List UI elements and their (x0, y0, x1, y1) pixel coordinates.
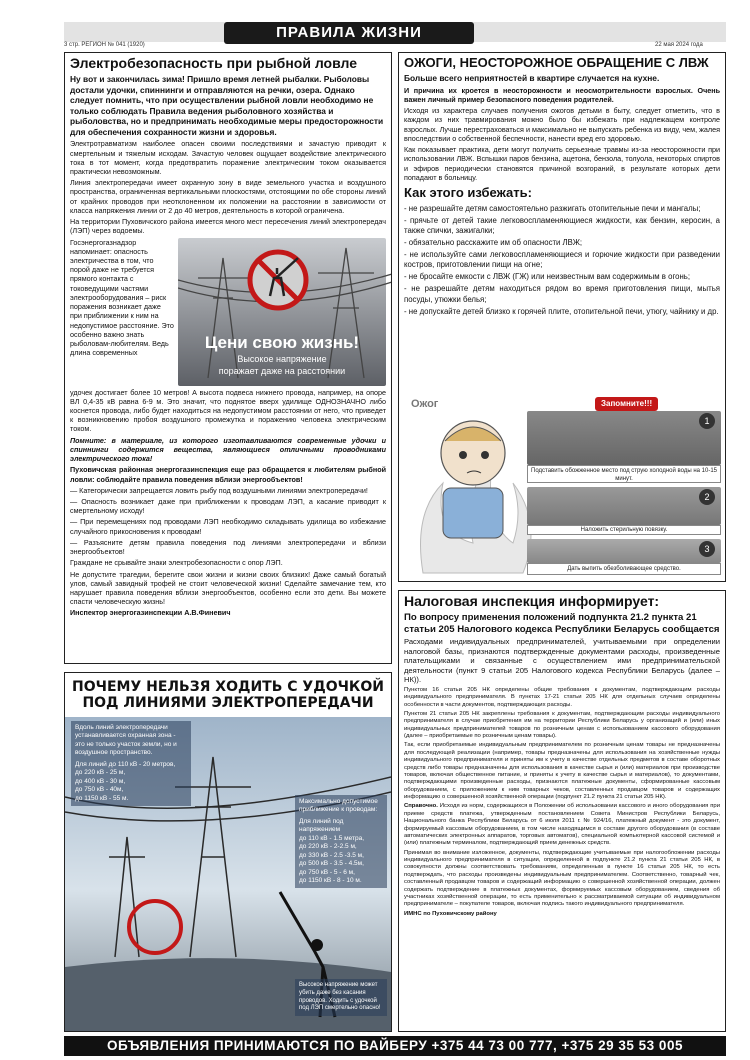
paragraph: — Категорически запрещается ловить рыбу под воздушными линиями электропередачи! (70, 485, 368, 495)
poster-value-life (178, 238, 386, 386)
list-item: - не разрешайте детям самостоятельно разжигать отопительные печи и мангалы; (404, 203, 701, 213)
poster-title: ПОД ЛИНИЯМИ ЭЛЕКТРОПЕРЕДАЧИ (82, 695, 374, 712)
paragraph: На территории Пуховичского района имеется много мест пересечения линий электропередач (ЛЭП) через водоемы. (70, 217, 386, 236)
electrical-safety-article (64, 52, 392, 664)
paragraph: Принимая во внимание изложенное, документы, подтверждающие учитываемые при налогообложении расходы индивидуального предпринимателя в ситуации, определенной в подпункте 21.2 пункта 21 статьи 205 НК, в совокупности должны соответствовать требованиям, определенным в пункте 16 статьи 205 НК, то есть подтверждать, что расходы произведены индивидуальным предпринимателем. Соответственно, товарный чек, составленный продавцом товаров и содержащий информацию о совершенной хозяйственной операции, должен содержать подтверждение в платежных документах, формируемых кассовым оборудованием, сведения об участниках хозяйственной операции, то есть применительно к рассматриваемой ситуации об индивидуальном предпринимателе – покупателе товаров, включая подпись такого индивидуального предпринимателя. (404, 849, 720, 908)
article-title: ОЖОГИ, НЕОСТОРОЖНОЕ ОБРАЩЕНИЕ С ЛВЖ (404, 55, 709, 70)
signature: Инспектор энергогазинспекции А.В.Финевич (70, 608, 231, 618)
footer-ad-banner: ОБЪЯВЛЕНИЯ ПРИНИМАЮТСЯ ПО ВАЙБЕРУ +375 44 73 00 777, +375 29 35 53 005 (64, 1036, 726, 1056)
step-image (527, 411, 721, 465)
distance-value: до 330 кВ - 2.5 -3.5 м, (299, 851, 364, 859)
step-text: Дать выпить обезболивающее средство. (527, 563, 721, 575)
poster-subline: поражает даже на расстоянии (218, 365, 346, 376)
step-text: Подставить обожженное место под струю холодной воды на 10-15 минут. (527, 465, 721, 483)
paragraph: Помните: в материале, из которого изготавливаются современные удочки и спиннинги содержится вещества, являющиеся отличными проводниками электрического тока! (70, 435, 386, 464)
burn-first-aid-poster (403, 393, 721, 577)
paragraph: — Опасность возникает даже при приближении к проводам ЛЭП, а касание приводит к смертельному исходу! (70, 496, 386, 516)
paragraph: Пунктом 16 статьи 205 НК определены общие требования к документам, подтверждающим расходы индивидуального предпринимателя. В пунктах 17-21 статьи 205 НК для отдельных случаев определены особенности в части документов, подтверждающих расходы. (404, 686, 720, 708)
zone-value: до 750 кВ - 40м, (75, 786, 124, 794)
paragraph: — При перемещениях под проводами ЛЭП необходимо складывать удилища во избежание случайного прикосновения к проводам! (70, 517, 386, 536)
burns-article (398, 52, 726, 582)
paragraph: Электротравматизм наиболее опасен своими последствиями и зачастую приводит к смертельным и тяжелым исходам. Зачастую человек ощущает воздействие электрического тока в тот момент, когда предотвратить поражение электрическим током оказывается практически невозможным. (70, 139, 386, 177)
article-title: Электробезопасность при рыбной ловле (70, 55, 357, 71)
paragraph: Пуховичская районная энергогазинспекция еще раз обращается к любителям рыбной ловли: соблюдайте правила поведения вблизи энергообъектов! (70, 465, 386, 484)
distance-value: до 220 кВ - 2-2.5 м, (299, 843, 357, 851)
tax-article (398, 590, 726, 1032)
paragraph: Так, если приобретаемые индивидуальным предпринимателем по розничным ценам товары не предназначены для последующей реализации (например, товары предназначены для использования на хозяйственные нужды индивидуального предпринимателя и приняты им к учету в качестве отдельных предметов в составе оборотных средств либо товары предназначены для использования в качестве сырья и (или) материалов при производстве товаров, включая общественное питание, и приняты к учету в качестве сырья и материалов), то документами, подтверждающими произведенные расходы, признаются платежные документы, сформированные кассовым оборудованием, с приложением к ним товарных чеков, составленных продавцом товаров и содержащих информацию о совершенной хозяйственной операции (подпункт 21.2 пункта 21 статьи 205 НК). (404, 742, 720, 801)
paragraph: Линия электропередачи имеет охранную зону в виде земельного участка и воздушного пространства, ограниченная вертикальными плоскостями, отстоящими по обе стороны линий от крайних проводов при неотклоненном их положении на расстоянии в зависимости от класса напряжения линии от 2 до 40 метров, деятельность в которой ограничена. (70, 178, 386, 215)
issue-number: 3 стр. РЕГИОН № 041 (1920) (64, 42, 145, 48)
distance-value: до 1150 кВ - 8 - 10 м. (299, 876, 362, 884)
security-zone-info (71, 721, 191, 806)
step-number: 3 (699, 541, 715, 557)
article-lead: Ну вот и закончилась зима! Пришло время летней рыбалки. Рыболовы достали удочки, спиннинги и отправляются на речки, озера. Однако следует помнить, что при осуществлении рыбной ловли необходимо не только соблюдать Правила ведения рыболовного хозяйства и рыболовства, но и предпринимать необходимые меры предосторожности для обеспечения сохранности жизни и здоровья. (70, 74, 384, 137)
step-number: 1 (699, 413, 715, 429)
info-text: Для линий до 110 кВ - 20 метров, (75, 760, 176, 768)
info-text: Для линий под напряжением (299, 817, 344, 834)
paragraph: Как показывает практика, дети могут получить серьезные травмы из-за неосторожности при использовании ЛВЖ. Вспышки паров бензина, ацетона, бензола, толуола, некоторых спиртов и эфиров периодически становятся причиной возгораний, в результате которых дети попадают в больницу. (404, 145, 720, 182)
article-lead: Расходами индивидуальных предпринимателей, учитываемыми при определении налоговой базы, признаются подтвержденные документами расходы, произведенные плательщиками и связанные с осуществлением ими предпринимательской деятельности (пункт 9 статьи 205 Налогового кодекса Республики Беларусь (далее – НК)). (404, 637, 720, 685)
burn-label: Ожог (411, 398, 439, 410)
paragraph: Госэнергогазнадзор напоминает: опасность электричества в том, что порой даже не требуется прямого контакта с токоведущими частями электрооборудования – риск поражения возникает даже при приближении к ним на недопустимое расстояние. Это особенно важно знать рыболовам-любителям. Ведь длина современных (70, 237, 174, 358)
distance-value: до 500 кВ - 3.5 - 4.5м, (299, 860, 364, 868)
signature: ИМНС по Пуховичскому району (404, 910, 497, 917)
list-item: - не допускайте детей близко к горячей плите, отопительной печи, утюгу, чайнику и др. (404, 306, 719, 316)
list-item: - обязательно расскажите им об опасности ЛВЖ; (404, 237, 583, 247)
poster-title: ПОЧЕМУ НЕЛЬЗЯ ХОДИТЬ С УДОЧКОЙ (72, 679, 384, 695)
article-lead: Больше всего неприятностей в квартире случается на кухне. (404, 73, 660, 84)
info-text: Вдоль линий электропередачи устанавливается охранная зона - это не только участок земли, но и воздушное пространство. (75, 724, 177, 757)
paragraph: Пунктом 21 статьи 205 НК закреплены требования к документам, подтверждающим расходы индивидуального предпринимателя в случае приобретения им на территории Республики Беларусь у организаций и (или) иных индивидуальных предпринимателей товаров по розничным ценам с использованием кассового оборудования (далее – приобретаемые по розничным ценам товары). (404, 710, 720, 740)
warning-info: Высокое напряжение может убить даже без касания проводов. Ходить с удочкой под ЛЭП смертельно опасно! (295, 979, 387, 1016)
list-item: - прячьте от детей такие легковоспламеняющиеся жидкости, как бензин, керосин, а также спички, зажигалки; (404, 215, 720, 235)
fishing-poster (64, 672, 392, 1032)
reference-label: Справочно. (404, 803, 438, 810)
poster-headline: Цени свою жизнь! (204, 332, 360, 352)
list-item: - не разрешайте детям находиться рядом во время приготовления пищи, мытья посуды, утюжки белья; (404, 284, 720, 304)
zone-value: до 220 кВ - 25 м, (75, 769, 126, 777)
paragraph: удочек достигает более 10 метров! А высота подвеса нижнего провода, например, на опоре ВЛ 0,4-35 кВ равна 6-9 м. Это значит, что поднятое вверх удилище ОДНОЗНАЧНО либо коснется провода, либо будет находиться на недопустимом расстоянии от него, что приведет к возникновению пробоя воздушного промежутка и поражению человека электрическим током. (70, 387, 386, 434)
subheading: Как этого избежать: (404, 184, 532, 200)
zone-value: до 1150 кВ - 55 м. (75, 794, 129, 802)
list-item: - не используйте сами легковоспламеняющиеся и горючие жидкости при разведении костров, приготовлении пищи на огне; (404, 250, 720, 270)
article-title: Налоговая инспекция информирует: (404, 593, 660, 609)
info-text: Максимально допустимое приближение к проводам: (299, 798, 378, 814)
poster-subline: Высокое напряжение (237, 353, 327, 364)
poster-illustration (65, 717, 391, 1031)
paragraph: — Разъясните детям правила поведения под линиями электропередачи и вблизи энергообъектов! (70, 537, 386, 557)
list-item: - не бросайте емкости с ЛВЖ (ГЖ) или неизвестным вам содержимым в огонь; (404, 272, 690, 282)
distance-value: до 750 кВ - 5 - 6 м, (299, 868, 355, 876)
section-title: ПРАВИЛА ЖИЗНИ (224, 22, 474, 44)
distance-value: до 110 кВ - 1.5 метра, (299, 834, 365, 842)
article-subtitle: По вопросу применения положений подпункта 21.2 пункта 21 статьи 205 Налогового кодекса Республики Беларусь сообщается (404, 612, 720, 635)
step-image (527, 539, 721, 563)
distance-info (295, 795, 387, 888)
paragraph: Исходя из характера случаев получения ожогов детьми в быту, следует отметить, что в каждом из них травмирования можно было бы избежать при надлежащем контроле взрослых. Лучше перестраховаться и максимально не выпускать ребенка из виду, чем, жалея впоследствии о собственной беспечности, нанести вред его здоровью. (404, 106, 720, 143)
paragraph: Граждане не срывайте знаки электробезопасности с опор ЛЭП. (70, 558, 283, 568)
paragraph: Исходя из норм, содержащихся в Положении об использовании кассового и иного оборудования при приеме средств платежа, утвержденным постановлением Совета Министров Республики Беларусь, Национального банка Республики Беларусь от 6 июля 2011 г. № 924/16, платежный документ - это документ, формируемый кассовым оборудованием, в том числе находящимся в составе другого оборудования (в составе автоматических электронных аппаратов, торговых автоматов), специальной компьютерной кассовой системой и (или) платежным терминалом, подтверждающий прием денежных средств. (404, 803, 720, 847)
step-image (527, 487, 721, 525)
step-number: 2 (699, 489, 715, 505)
paragraph: Не допустите трагедии, берегите свои жизни и жизни своих близких! Даже самый богатый улов, самый завидный трофей не стоит человеческой жизни! Сделайте замечание тем, кто нарушает правила поведения вблизи энергообъектов, особенно если это дети. Вы можете спасти человеческую жизнь! (70, 569, 386, 607)
paragraph: И причина их кроется в неосторожности и неосмотрительности взрослых. Очень важен личный пример безопасного поведения родителей. (404, 85, 720, 105)
remember-badge: Запомните!!! (595, 397, 658, 411)
zone-value: до 400 кВ - 30 м, (75, 777, 126, 785)
step-text: Наложить стерильную повязку. (527, 525, 721, 535)
issue-date: 22 мая 2024 года (655, 42, 703, 48)
